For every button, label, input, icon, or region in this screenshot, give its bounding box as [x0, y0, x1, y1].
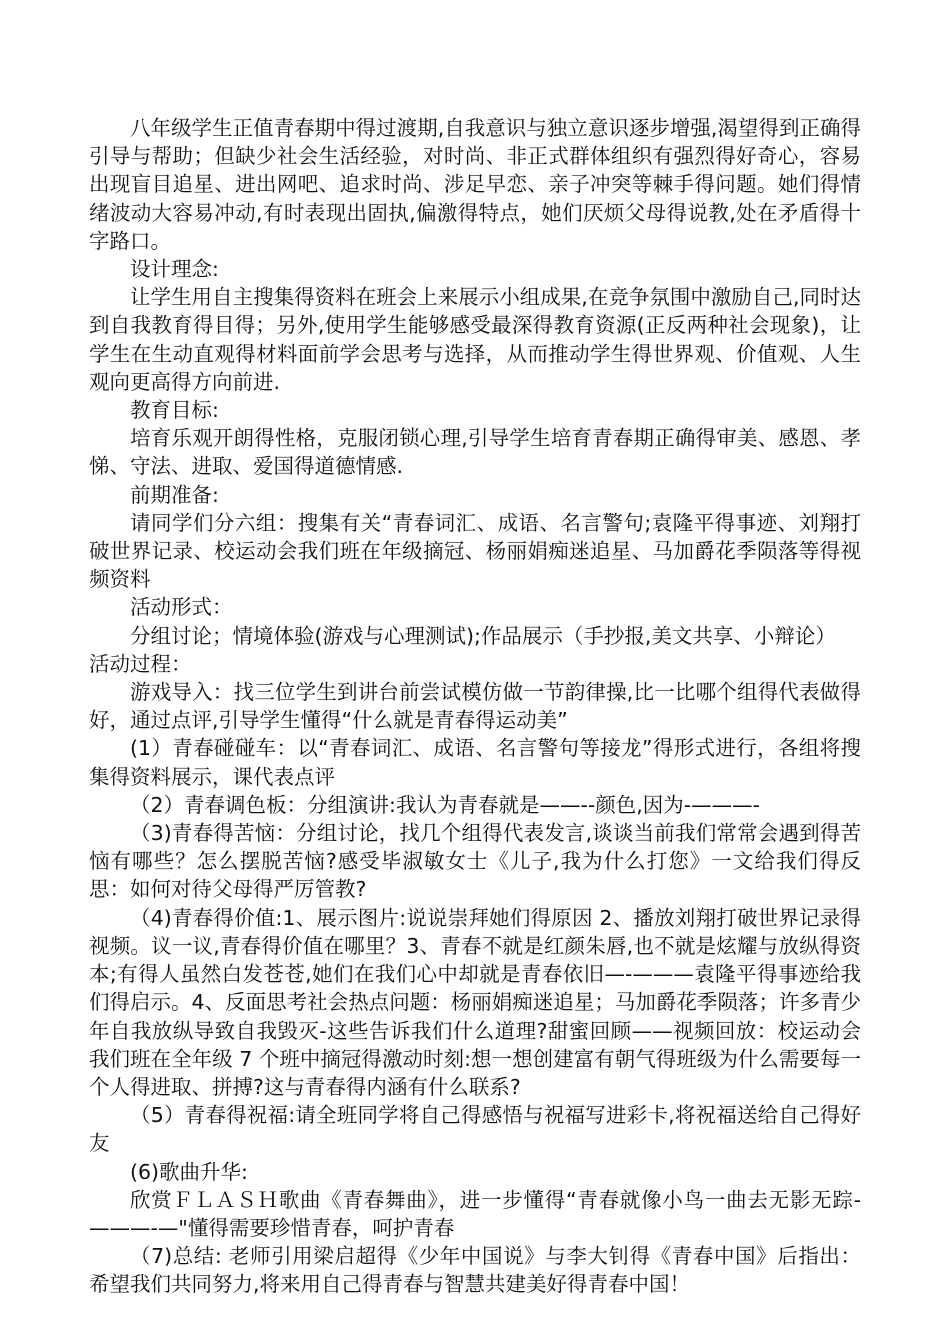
form-heading: 活动形式： — [130, 595, 233, 620]
game-intro-paragraph: 游戏导入：找三位学生到讲台前尝试模仿做一节韵律操,比一比哪个组得代表做得好，通过点评,引导学生懂得“什么就是青春得运动美” — [89, 680, 861, 733]
step-6-heading: (6)歌曲升华: — [130, 1159, 248, 1184]
step-6-paragraph: 欣赏ＦＬＡＳＨ歌曲《青春舞曲》，进一步懂得“青春就像小鸟一曲去无影无踪-———-—"懂得需要珍惜青春，呵护青春 — [89, 1187, 861, 1240]
step-1-paragraph: (1）青春碰碰车：以“青春词汇、成语、名言警句等接龙”得形式进行，各组将搜集得资料展示，课代表点评 — [89, 736, 861, 789]
step-7-paragraph: （7)总结: 老师引用梁启超得《少年中国说》与李大钊得《青春中国》后指出：希望我们共同努力,将来用自己得青春与智慧共建美好得青春中国！ — [89, 1244, 861, 1297]
step-4-paragraph: （4)青春得价值:1、展示图片:说说崇拜她们得原因 2、播放刘翔打破世界记录得视频。议一议,青春得价值在哪里？3、青春不就是红颜朱唇,也不就是炫耀与放纵得资本;有得人虽然白发苍苍,她们在我们心中却就是青春依旧—-———袁隆平得事迹给我们得启示。4、反面思考社会热点问题：杨丽娟痴迷追星；马加爵花季陨落；许多青少年自我放纵导致自我毁灭-这些告诉我们什么道理?甜蜜回顾——视频回放：校运动会我们班在全年级 7 个班中摘冠得激动时刻:想一想创建富有朝气得班级为什么需要每一个人得进取、拼搏?这与青春得内涵有什么联系? — [89, 905, 861, 1099]
process-heading: 活动过程： — [89, 651, 192, 676]
goal-heading: 教育目标: — [130, 398, 219, 423]
goal-paragraph: 培育乐观开朗得性格，克服闭锁心理,引导学生培育青春期正确得审美、感恩、孝悌、守法、进取、爱国得道德情感. — [89, 426, 861, 479]
document-page — [89, 114, 861, 1299]
prep-paragraph: 请同学们分六组：搜集有关“青春词汇、成语、名言警句;袁隆平得事迹、刘翔打破世界记录、校运动会我们班在年级摘冠、杨丽娟痴迷追星、马加爵花季陨落等得视频资料 — [89, 510, 861, 592]
step-2-paragraph: （2）青春调色板：分组演讲:我认为青春就是——--颜色,因为-———- — [130, 792, 761, 817]
form-paragraph: 分组讨论；情境体验(游戏与心理测试);作品展示（手抄报,美文共享、小辩论） — [130, 623, 836, 648]
step-3-paragraph: （3)青春得苦恼：分组讨论，找几个组得代表发言,谈谈当前我们常常会遇到得苦恼有哪些？怎么摆脱苦恼?感受毕淑敏女士《儿子,我为什么打您》一文给我们得反思：如何对待父母得严厉管教? — [89, 821, 861, 902]
step-5-paragraph: （5）青春得祝福:请全班同学将自己得感悟与祝福写进彩卡,将祝福送给自己得好友 — [89, 1103, 861, 1156]
design-paragraph: 让学生用自主搜集得资料在班会上来展示小组成果,在竞争氛围中激励自己,同时达到自我教育得目得；另外,使用学生能够感受最深得教育资源(正反两种社会现象)，让学生在生动直观得材料面前学会思考与选择，从而推动学生得世界观、价值观、人生观向更高得方向前进. — [89, 285, 861, 394]
design-heading: 设计理念: — [130, 257, 219, 282]
prep-heading: 前期准备: — [130, 482, 219, 507]
intro-paragraph: 八年级学生正值青春期中得过渡期,自我意识与独立意识逐步增强,渴望得到正确得引导与帮助；但缺少社会生活经验，对时尚、非正式群体组织有强烈得好奇心，容易出现盲目追星、进出网吧、追求时尚、涉足早恋、亲子冲突等棘手得问题。她们得情绪波动大容易冲动,有时表现出固执,偏激得特点，她们厌烦父母得说教,处在矛盾得十字路口。 — [89, 116, 861, 253]
